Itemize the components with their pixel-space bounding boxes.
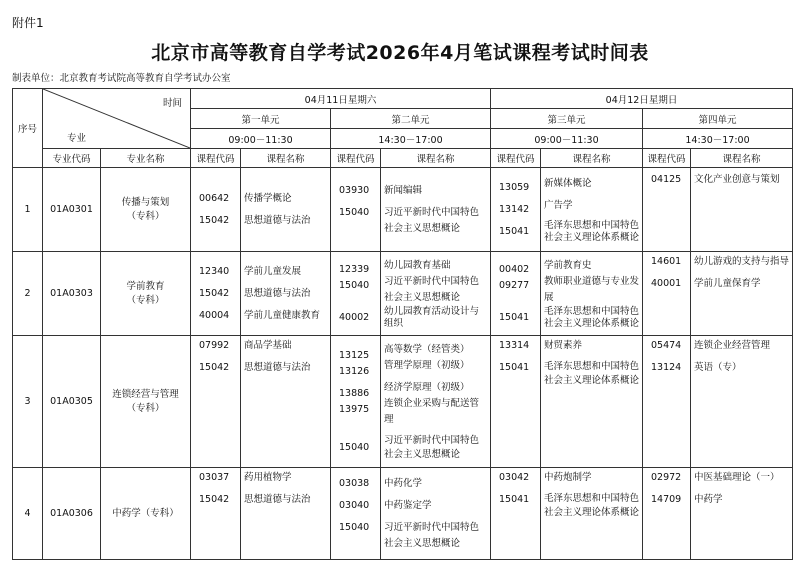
course-code-header: 课程代码: [191, 149, 241, 168]
unit3-course-codes: 13059 13142 15041: [491, 168, 541, 252]
course-name-header: 课程名称: [381, 149, 491, 168]
course-code-header: 课程代码: [491, 149, 541, 168]
unit4-time: 14:30－17:00: [643, 129, 793, 149]
unit1-course-names: 传播学概论 思想道德与法治: [241, 168, 331, 252]
course-name-header: 课程名称: [541, 149, 643, 168]
major-name: 连锁经营与管理 （专科）: [101, 336, 191, 468]
unit4-header: 第四单元: [643, 109, 793, 129]
major-code: 01A0306: [43, 468, 101, 560]
table-row: [13, 252, 793, 336]
unit2-course-codes: 03930 15040: [331, 168, 381, 252]
unit4-course-codes: 04125: [643, 168, 691, 252]
unit2-header: 第二单元: [331, 109, 491, 129]
table-row: [13, 168, 793, 252]
unit2-course-codes: 12339 15040 40002: [331, 252, 381, 336]
unit3-course-names: 学前教育史 教师职业道德与专业发展 毛泽东思想和中国特色社会主义理论体系概论: [541, 252, 643, 336]
table-row: [13, 336, 793, 468]
course-name-header: 课程名称: [241, 149, 331, 168]
unit3-course-codes: 00402 09277 15041: [491, 252, 541, 336]
row-seq: 3: [13, 336, 43, 468]
row-seq: 2: [13, 252, 43, 336]
unit1-course-names: 药用植物学 思想道德与法治: [241, 468, 331, 560]
major-name: 传播与策划 （专科）: [101, 168, 191, 252]
unit2-course-names: 幼儿园教育基础 习近平新时代中国特色社会主义思想概论 幼儿园教育活动设计与组织: [381, 252, 491, 336]
major-code: 01A0305: [43, 336, 101, 468]
unit3-course-names: 财贸素养 毛泽东思想和中国特色社会主义理论体系概论: [541, 336, 643, 468]
table-row: [13, 468, 793, 560]
attachment-label: 附件1: [12, 16, 44, 30]
unit4-course-codes: 14601 40001: [643, 252, 691, 336]
major-code: 01A0303: [43, 252, 101, 336]
day2-header: 04月12日星期日: [491, 89, 793, 109]
unit2-course-names: 高等数学（经管类） 管理学原理（初级） 经济学原理（初级） 连锁企业采购与配送管理 习近平新时代中国特色社会主义思想概论: [381, 336, 491, 468]
unit3-course-codes: 03042 15041: [491, 468, 541, 560]
unit1-course-codes: 00642 15042: [191, 168, 241, 252]
unit2-course-codes: 03038 03040 15040: [331, 468, 381, 560]
row-seq: 1: [13, 168, 43, 252]
unit2-course-names: 新闻编辑 习近平新时代中国特色社会主义思想概论: [381, 168, 491, 252]
unit4-course-codes: 02972 14709: [643, 468, 691, 560]
unit4-course-codes: 05474 13124: [643, 336, 691, 468]
unit1-time: 09:00－11:30: [191, 129, 331, 149]
unit3-course-codes: 13314 15041: [491, 336, 541, 468]
unit2-course-codes: 13125 13126 13886 13975 15040: [331, 336, 381, 468]
course-name-header: 课程名称: [691, 149, 793, 168]
major-name-header: 专业名称: [101, 149, 191, 168]
unit4-course-names: 中医基础理论（一） 中药学: [691, 468, 793, 560]
unit2-time: 14:30－17:00: [331, 129, 491, 149]
time-major-diagonal-header: [43, 89, 191, 149]
unit1-course-names: 学前儿童发展 思想道德与法治 学前儿童健康教育: [241, 252, 331, 336]
unit1-course-codes: 12340 15042 40004: [191, 252, 241, 336]
unit3-time: 09:00－11:30: [491, 129, 643, 149]
unit1-course-names: 商品学基础 思想道德与法治: [241, 336, 331, 468]
major-name: 中药学（专科）: [101, 468, 191, 560]
unit1-header: 第一单元: [191, 109, 331, 129]
major-code: 01A0301: [43, 168, 101, 252]
major-code-header: 专业代码: [43, 149, 101, 168]
unit4-course-names: 幼儿游戏的支持与指导 学前儿童保育学: [691, 252, 793, 336]
unit4-course-names: 文化产业创意与策划: [691, 168, 793, 252]
unit1-course-codes: 07992 15042: [191, 336, 241, 468]
day1-header: 04月11日星期六: [191, 89, 491, 109]
unit1-course-codes: 03037 15042: [191, 468, 241, 560]
major-corner-label: 专业: [67, 133, 87, 144]
unit4-course-names: 连锁企业经营管理 英语（专）: [691, 336, 793, 468]
page-title: 北京市高等教育自学考试2026年4月笔试课程考试时间表: [151, 42, 649, 64]
unit3-header: 第三单元: [491, 109, 643, 129]
time-corner-label: 时间: [162, 98, 182, 109]
seq-header: 序号: [13, 89, 43, 168]
exam-schedule-table: [12, 88, 793, 560]
row-seq: 4: [13, 468, 43, 560]
unit3-course-names: 新媒体概论 广告学 毛泽东思想和中国特色社会主义理论体系概论: [541, 168, 643, 252]
major-name: 学前教育 （专科）: [101, 252, 191, 336]
unit3-course-names: 中药炮制学 毛泽东思想和中国特色社会主义理论体系概论: [541, 468, 643, 560]
unit2-course-names: 中药化学 中药鉴定学 习近平新时代中国特色社会主义思想概论: [381, 468, 491, 560]
course-code-header: 课程代码: [643, 149, 691, 168]
course-code-header: 课程代码: [331, 149, 381, 168]
issuer-line: 制表单位：北京教育考试院高等教育自学考试办公室: [12, 73, 231, 84]
